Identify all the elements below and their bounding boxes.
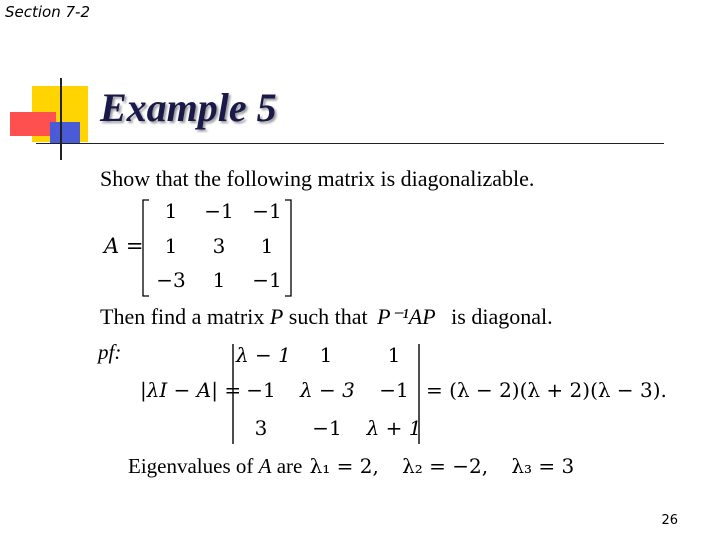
eigenvalue-1: λ₁ = 2, [309, 454, 379, 478]
then-such: such that [288, 304, 368, 329]
eigenvalue-3: λ₃ = 3 [511, 454, 575, 478]
decor-vertical-line [60, 78, 62, 160]
eigen-are: are [276, 454, 303, 478]
det-cell: 1 [319, 343, 333, 367]
is-diagonal-text: is diagonal. [451, 304, 553, 329]
then-line [100, 304, 553, 330]
matrix-label: A = [104, 234, 144, 258]
section-label: Section 7-2 [5, 3, 90, 21]
determinant-rhs: = (λ − 2)(λ + 2)(λ − 3). [426, 378, 667, 402]
matrix-a-cell: −1 [252, 268, 282, 292]
eigenvalue-2: λ₂ = −2, [402, 454, 489, 478]
pf-label: pf: [98, 340, 122, 364]
matrix-a-cell: −1 [204, 199, 234, 223]
det-cell: −1 [379, 378, 409, 402]
det-cell: −1 [312, 416, 342, 440]
eigen-text: Eigenvalues of [128, 454, 254, 478]
decor-blue-square [50, 122, 80, 144]
det-cell: λ − 1 [236, 343, 291, 367]
det-cell: 1 [387, 343, 401, 367]
slide-title: Example 5 [100, 85, 277, 130]
matrix-a-cell: 1 [212, 268, 226, 292]
eigen-var: A [258, 454, 272, 478]
matrix-a-cell: 1 [260, 234, 274, 258]
matrix-a-cell: 1 [164, 199, 178, 223]
det-cell: λ − 3 [300, 378, 355, 402]
page-number: 26 [661, 513, 678, 528]
problem-statement: Show that the following matrix is diagonalizable. [100, 166, 535, 191]
then-text: Then find a matrix [100, 304, 265, 329]
matrix-a-cell: 3 [212, 234, 226, 258]
then-var: P [269, 304, 284, 329]
determinant-lhs: |λI − A| = [140, 378, 242, 402]
det-cell: λ + 1 [366, 416, 422, 440]
matrix-a-cell: −3 [156, 268, 186, 292]
title-underline [36, 143, 664, 144]
product-expression: P⁻¹AP [377, 304, 436, 329]
det-cell: 3 [254, 416, 268, 440]
matrix-a-cell: 1 [164, 234, 178, 258]
eigenvalues-line [128, 454, 574, 479]
det-cell: −1 [246, 378, 276, 402]
matrix-a-cell: −1 [252, 199, 282, 223]
